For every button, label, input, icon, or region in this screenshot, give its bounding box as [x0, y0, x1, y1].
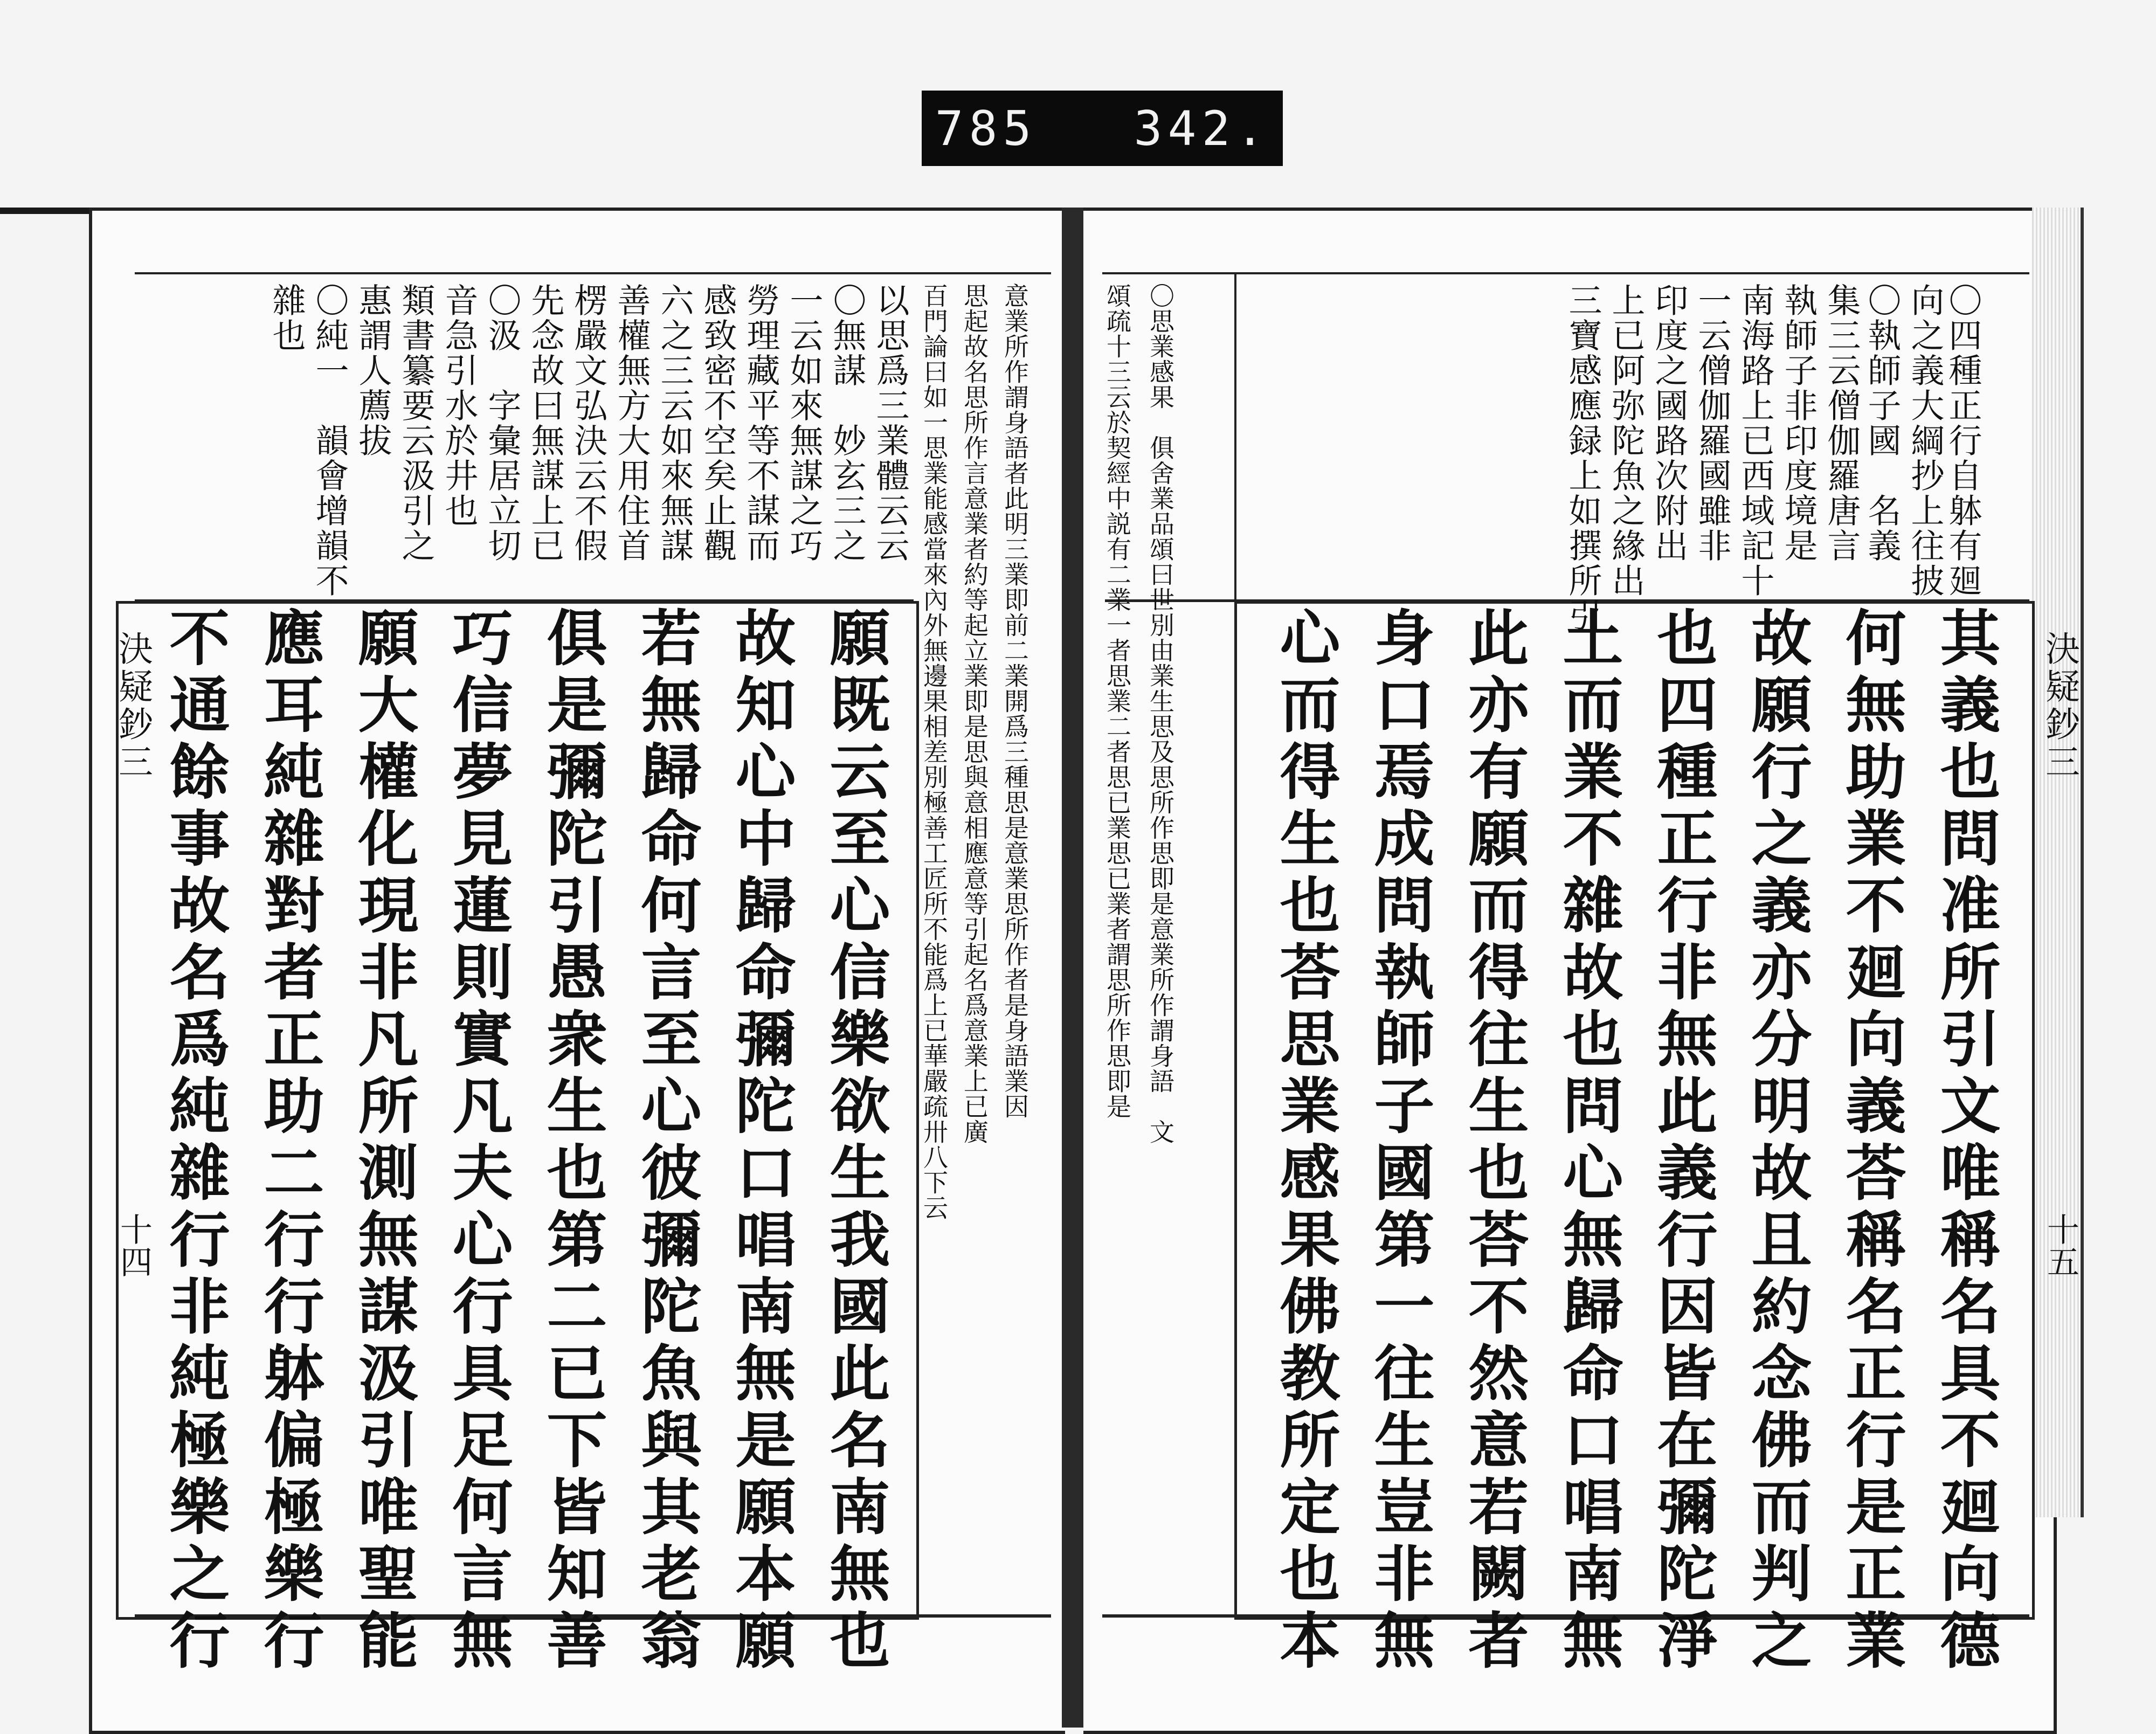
commentary-column-long: 意業所作謂身語者此明三業即前二業開爲三種思是意業思所作者是身語業因	[1000, 283, 1029, 1119]
left-main-frame	[116, 601, 919, 1620]
commentary-column: 勞理藏平等不謀而	[741, 283, 780, 563]
commentary-column: 〇執師子國 名義	[1862, 283, 1902, 563]
commentary-column: 音急引水於井也	[439, 283, 479, 528]
commentary-column: 雜也	[267, 283, 306, 353]
main-text-column: 何無助業不廻向義荅稱名正行是正業	[1836, 606, 1906, 1676]
right-folio: 十五	[2042, 1213, 2079, 1277]
commentary-column: 類書纂要云汲引之	[396, 283, 436, 563]
main-text-column: 應耳純雜對者正助二行行躰偏極樂行	[254, 606, 324, 1676]
main-text-column: 巧信夢見蓮則實凡夫心行具足何言無	[443, 606, 513, 1676]
catalog-label-right: 342.	[1134, 100, 1270, 156]
main-text-column: 也四種正行非無此義行因皆在彌陀淨	[1647, 606, 1718, 1676]
commentary-column: 楞嚴文弘決云不假	[569, 283, 608, 563]
commentary-column: 惠謂人薦拔	[353, 283, 392, 458]
commentary-column: 集三云僧伽羅唐言	[1822, 283, 1861, 563]
commentary-column: 感致密不空矣止觀	[698, 283, 737, 563]
left-top-rule	[135, 272, 1051, 274]
commentary-column: 執師子非印度境是	[1779, 283, 1818, 563]
page-stack-edge	[2032, 208, 2084, 1517]
commentary-column: 一云僧伽羅國雖非	[1692, 283, 1732, 563]
commentary-column: 先念故曰無謀上已	[526, 283, 565, 563]
commentary-column: 〇四種正行自躰有廻	[1943, 283, 1982, 598]
main-text-column: 俱是彌陀引愚衆生也第二已下皆知善	[537, 606, 607, 1676]
main-text-column: 心而得生也荅思業感果佛教所定也本	[1270, 606, 1340, 1676]
main-text-column: 土而業不雜故也問心無歸命口唱南無	[1553, 606, 1623, 1676]
commentary-column: 一云如來無謀之巧	[784, 283, 824, 563]
commentary-column: 以思爲三業體云云	[870, 283, 910, 563]
main-text-column: 其義也問准所引文唯稱名具不廻向德	[1930, 606, 2001, 1676]
right-comm-separator	[1234, 272, 1236, 601]
main-text-column: 若無歸命何言至心彼彌陀魚與其老翁	[631, 606, 702, 1676]
right-margin-title: 決疑鈔三	[2040, 631, 2079, 782]
main-text-column: 願大權化現非凡所測無謀汲引唯聖能	[348, 606, 419, 1676]
commentary-column: 南海路上已西域記十	[1736, 283, 1775, 598]
catalog-label-left: 785	[935, 100, 1037, 156]
left-divider-rule	[135, 599, 914, 602]
commentary-column: 三寶感應録上如撰所引	[1563, 283, 1602, 633]
commentary-column: 善權無方大用住首	[612, 283, 651, 563]
main-text-column: 不通餘事故名爲純雜行非純極樂之行	[160, 606, 230, 1676]
commentary-column: 〇無謀 妙玄三之	[827, 283, 867, 563]
left-margin-title: 決疑鈔三	[113, 631, 153, 782]
catalog-label	[922, 91, 1283, 166]
main-text-column: 故知心中歸命彌陀口唱南無是願本願	[725, 606, 796, 1676]
commentary-column-long: 思起故名思所作言意業者約等起立業即是思與意相應意等引起名爲意業上已廣	[960, 283, 989, 1144]
commentary-column: 〇汲 字彙居立切	[482, 283, 522, 563]
book-gutter	[1062, 208, 1083, 1728]
commentary-column-right-lower: 〇思業感果 俱舍業品頌曰世別由業生思及思所作思即是意業所作謂身語 文	[1146, 283, 1175, 1144]
main-text-column: 願既云至心信樂欲生我國此名南無也	[820, 606, 890, 1676]
commentary-column-right-lower: 頌疏十三云於契經中説有二業一者思業二者思已業思已業者謂思所作思即是	[1103, 283, 1132, 1119]
commentary-column-long: 百門論曰如一思業能感當來內外無邊果相差別極善工匠所不能爲上已華嚴疏卅八下云	[920, 283, 949, 1220]
main-text-column: 身口焉成問執師子國第一往生豈非無	[1364, 606, 1435, 1676]
commentary-column: 〇純一 韻會增韻不	[310, 283, 349, 598]
left-folio: 十四	[115, 1213, 153, 1277]
right-main-frame	[1234, 601, 2035, 1620]
main-text-column: 故願行之義亦分明故且約念佛而判之	[1742, 606, 1812, 1676]
commentary-column: 印度之國路次附出	[1649, 283, 1689, 563]
main-text-column: 此亦有願而得往生也荅不然意若闕者	[1459, 606, 1529, 1676]
right-top-rule	[1102, 272, 2029, 274]
commentary-column: 六之三云如來無謀	[655, 283, 694, 563]
page-edge-line	[0, 208, 97, 214]
commentary-column: 上已阿弥陀魚之緣出	[1606, 283, 1646, 598]
commentary-column: 向之義大綱抄上往披	[1905, 283, 1945, 598]
